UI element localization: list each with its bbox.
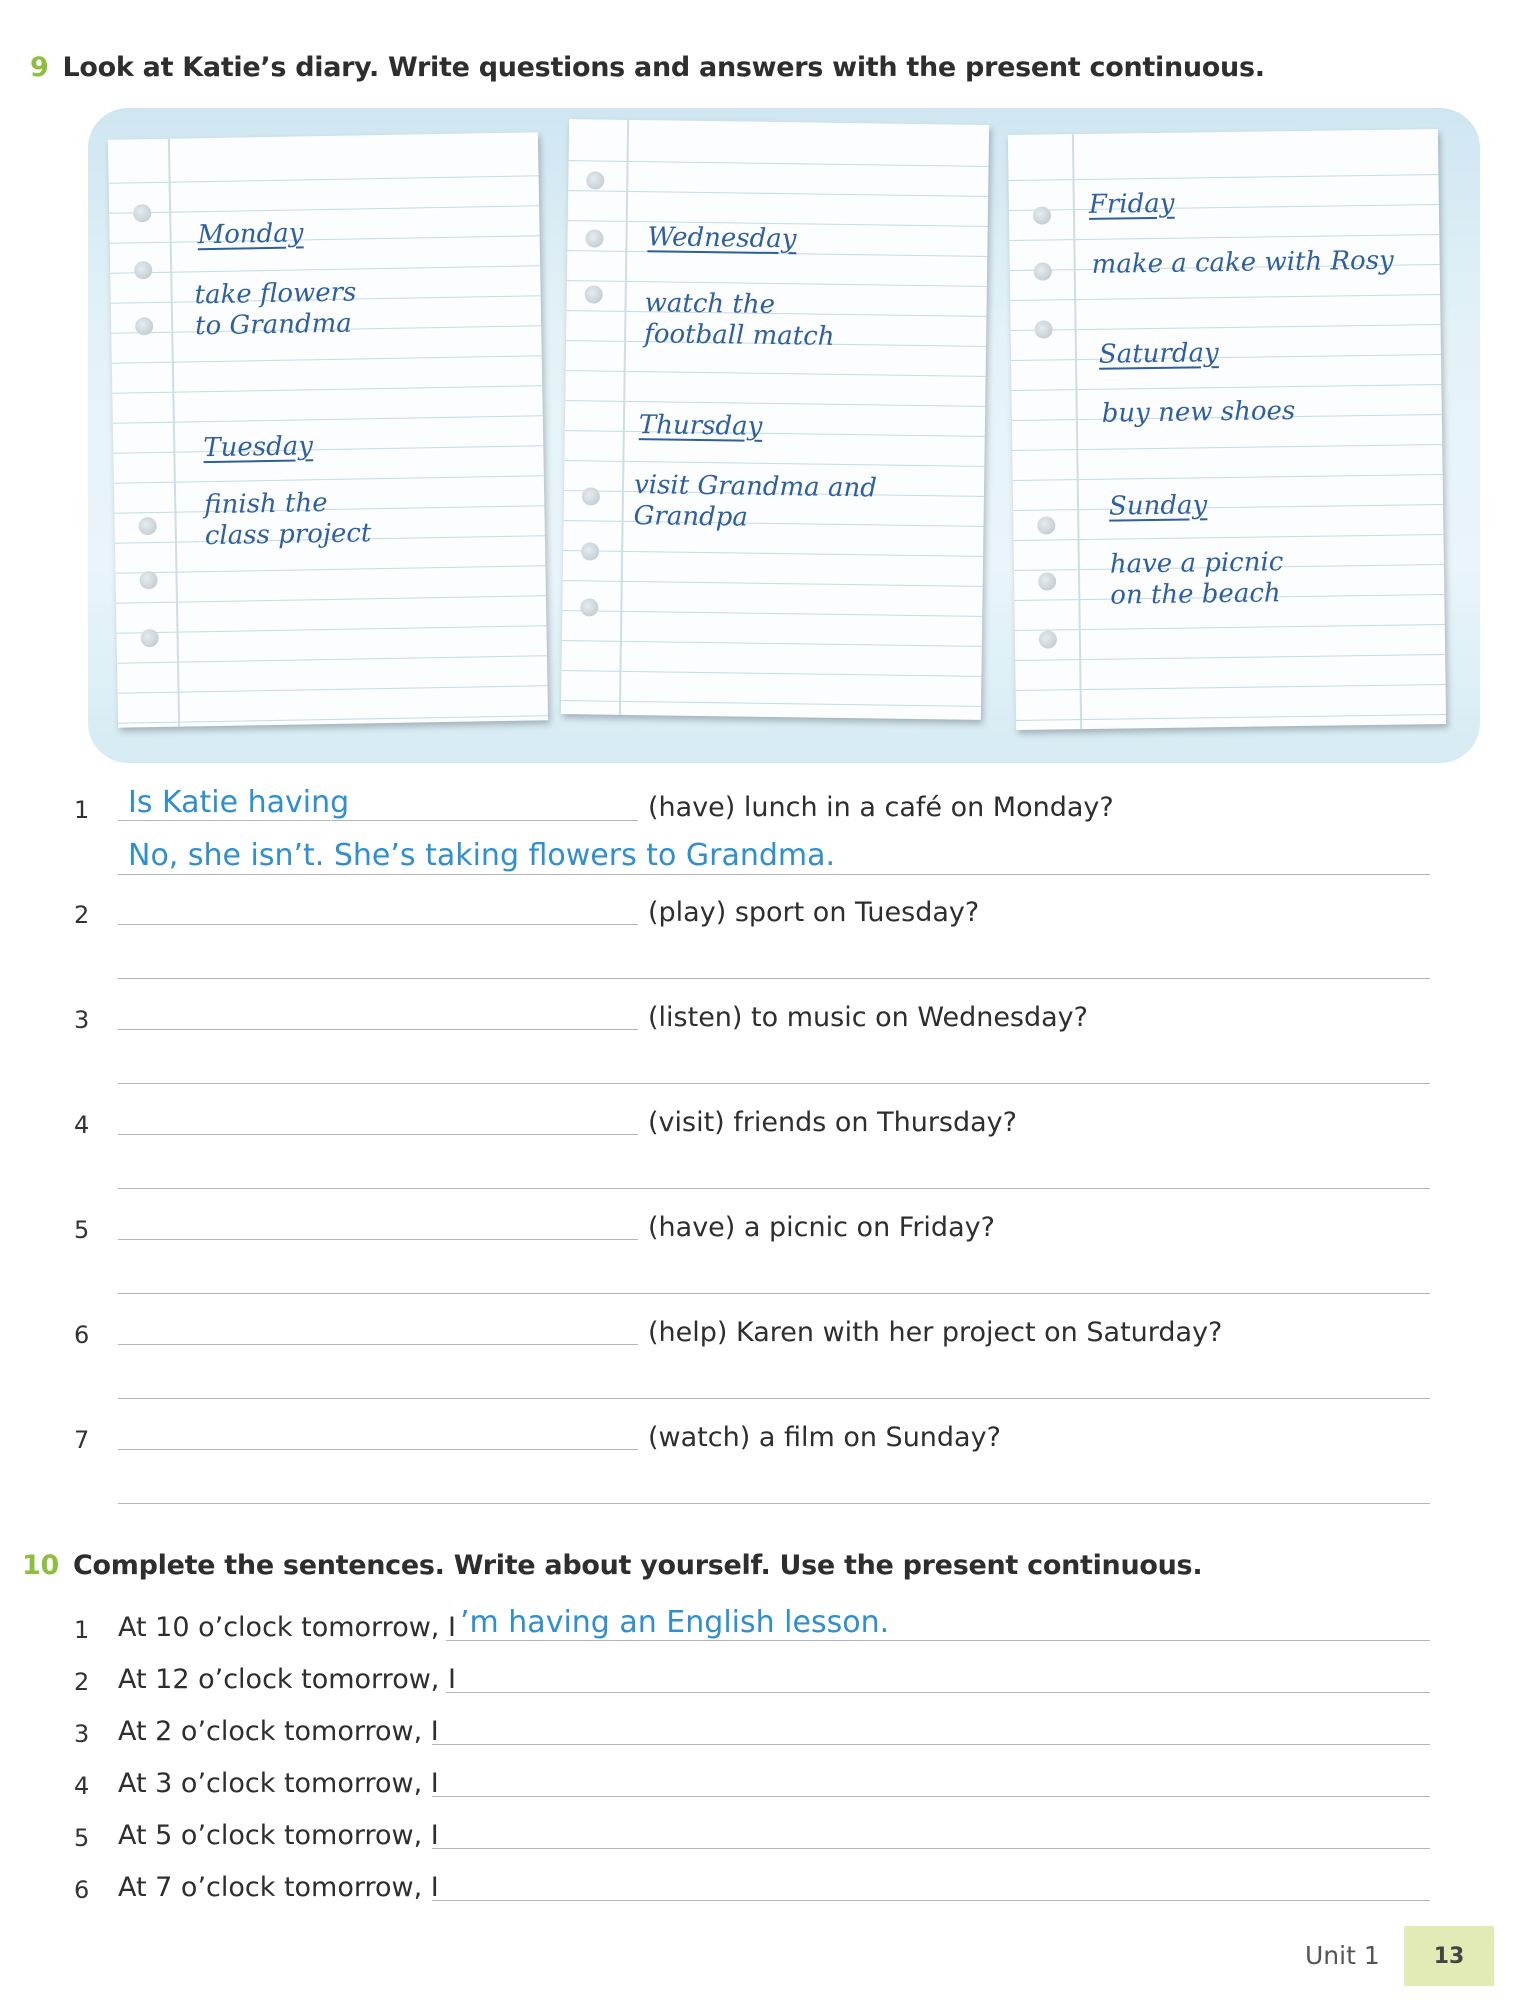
sentence-number: 4	[74, 1772, 90, 1800]
unit-label: Unit 1	[1305, 1941, 1380, 1970]
question-answer-line[interactable]	[118, 1029, 638, 1030]
sentence-number: 2	[74, 1668, 90, 1696]
question-prompt: (visit) friends on Thursday?	[648, 1107, 1017, 1138]
question-answer-line[interactable]	[118, 1134, 638, 1135]
exercise-10-instruction: Complete the sentences. Write about yourself. Use the present continuous.	[72, 1550, 1203, 1581]
diary-entry-friday: make a cake with Rosy	[1091, 245, 1394, 280]
diary-entry-monday: take flowers to Grandma	[194, 277, 357, 342]
binder-hole-icon	[581, 542, 599, 560]
diary-page-1	[108, 132, 548, 727]
sentence-answer-line[interactable]	[446, 1640, 1430, 1641]
question-prompt: (listen) to music on Wednesday?	[648, 1002, 1088, 1033]
sentence-number: 1	[74, 1616, 90, 1644]
question-number: 7	[74, 1426, 90, 1454]
sentence-answer-line[interactable]	[432, 1900, 1430, 1901]
diary-page-2	[561, 119, 989, 720]
sentence-number: 3	[74, 1720, 90, 1748]
question-number: 6	[74, 1321, 90, 1349]
reply-answer-line[interactable]	[118, 874, 1430, 875]
diary-entry-wednesday: watch the football match	[643, 288, 835, 352]
diary-day-friday: Friday	[1088, 188, 1175, 220]
diary-entry-sunday: have a picnic on the beach	[1109, 547, 1284, 611]
binder-hole-icon	[134, 261, 152, 279]
question-number: 4	[74, 1111, 90, 1139]
question-number: 5	[74, 1216, 90, 1244]
reply-answer-line[interactable]	[118, 1188, 1430, 1189]
binder-hole-icon	[139, 571, 157, 589]
diary-page-3	[1008, 129, 1446, 730]
question-prompt: (have) a picnic on Friday?	[648, 1212, 995, 1243]
question-prompt: (watch) a film on Sunday?	[648, 1422, 1001, 1453]
binder-hole-icon	[1033, 206, 1051, 224]
binder-hole-icon	[585, 229, 603, 247]
binder-hole-icon	[580, 598, 598, 616]
diary-entry-saturday: buy new shoes	[1101, 396, 1296, 429]
sentence-answer-line[interactable]	[432, 1744, 1430, 1745]
binder-hole-icon	[1034, 262, 1052, 280]
reply-answer-line[interactable]	[118, 978, 1430, 979]
diary-day-sunday: Sunday	[1108, 490, 1208, 522]
sentence-prompt: At 5 o’clock tomorrow, I	[118, 1820, 439, 1851]
binder-hole-icon	[585, 285, 603, 303]
binder-hole-icon	[140, 629, 158, 647]
question-number: 1	[74, 796, 90, 824]
exercise-10-number: 10	[22, 1550, 59, 1581]
exercise-9-instruction: Look at Katie’s diary. Write questions and answers with the present continuous.	[62, 52, 1265, 83]
sentence-answer-line[interactable]	[432, 1848, 1430, 1849]
question-prompt: (have) lunch in a café on Monday?	[648, 792, 1114, 823]
sentence-number: 5	[74, 1824, 90, 1852]
reply-answer-line[interactable]	[118, 1503, 1430, 1504]
binder-hole-icon	[1039, 630, 1057, 648]
question-prompt: (help) Karen with her project on Saturday?	[648, 1317, 1223, 1348]
reply-answer-line[interactable]	[118, 1083, 1430, 1084]
diary-day-monday: Monday	[197, 218, 304, 251]
sentence-prompt: At 10 o’clock tomorrow, I	[118, 1612, 456, 1643]
binder-hole-icon	[1037, 516, 1055, 534]
binder-hole-icon	[586, 171, 604, 189]
question-answer-line[interactable]	[118, 820, 638, 821]
binder-hole-icon	[1038, 572, 1056, 590]
diary-day-tuesday: Tuesday	[203, 431, 314, 464]
diary-day-saturday: Saturday	[1098, 338, 1219, 370]
question-answer-line[interactable]	[118, 1344, 638, 1345]
question-answer-line[interactable]	[118, 1449, 638, 1450]
binder-hole-icon	[1034, 320, 1052, 338]
binder-hole-icon	[135, 317, 153, 335]
question-number: 3	[74, 1006, 90, 1034]
question-answer-line[interactable]	[118, 1239, 638, 1240]
question-prompt: (play) sport on Tuesday?	[648, 897, 980, 928]
diary-entry-thursday: visit Grandma and Grandpa	[633, 470, 878, 533]
question-answer-line[interactable]	[118, 924, 638, 925]
diary-day-thursday: Thursday	[638, 410, 763, 442]
reply-answer-line[interactable]	[118, 1293, 1430, 1294]
binder-hole-icon	[138, 517, 156, 535]
exercise-10-heading	[22, 1550, 1202, 1581]
sentence-prompt: At 3 o’clock tomorrow, I	[118, 1768, 439, 1799]
diary-entry-tuesday: finish the class project	[204, 488, 372, 552]
diary-day-wednesday: Wednesday	[647, 222, 797, 255]
sentence-answer-line[interactable]	[446, 1692, 1430, 1693]
exercise-9-number: 9	[30, 52, 49, 83]
sentence-number: 6	[74, 1876, 90, 1904]
exercise-9-heading	[30, 52, 1265, 83]
example-sentence-answer: ’m having an English lesson.	[460, 1605, 890, 1640]
binder-hole-icon	[582, 487, 600, 505]
example-question-answer: Is Katie having	[128, 785, 350, 820]
sentence-answer-line[interactable]	[432, 1796, 1430, 1797]
question-number: 2	[74, 901, 90, 929]
reply-answer-line[interactable]	[118, 1398, 1430, 1399]
sentence-prompt: At 12 o’clock tomorrow, I	[118, 1664, 456, 1695]
example-reply-answer: No, she isn’t. She’s taking flowers to Grandma.	[128, 838, 836, 873]
page-number: 13	[1404, 1926, 1494, 1986]
binder-hole-icon	[133, 204, 151, 222]
sentence-prompt: At 2 o’clock tomorrow, I	[118, 1716, 439, 1747]
sentence-prompt: At 7 o’clock tomorrow, I	[118, 1872, 439, 1903]
